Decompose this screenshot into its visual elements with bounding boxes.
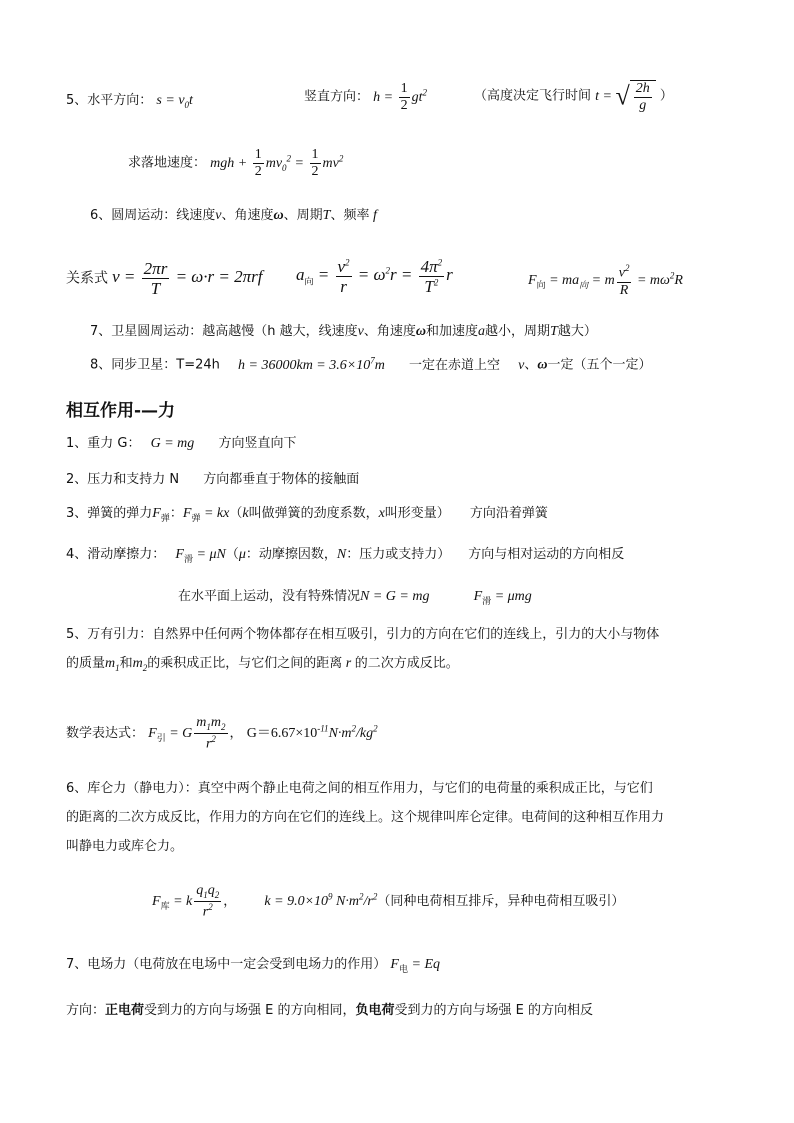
accel-subscript: 向 <box>304 276 314 287</box>
centripetal-accel: $a_向$ = $\frac{v^2}{r}$ = $\omega^2r$ = $\frac{4\pi^2}{T^2}$ r <box>296 257 453 296</box>
grav-a: 的质量 <box>66 656 106 671</box>
flight-time-post: ） <box>659 88 673 104</box>
force-4: 4、滑动摩擦力： $F_滑 = \mu N(\mu$：动摩擦因数，N：压力或支持力） 方向与相对运动的方向相反 <box>66 547 625 564</box>
coulomb-line2: 的距离的二次方成反比，作用力的方向在它们的连线上。这个规律叫库仑定律。电荷间的这种相互作用力 <box>66 810 665 825</box>
section-heading: 相互作用-—力 <box>66 401 176 421</box>
grav-d: 的二次方成反比。 <box>354 656 459 671</box>
line-8-d: 一定（五个一定） <box>547 357 652 373</box>
line-7-e: 越大） <box>557 324 597 339</box>
centripetal-force: $F_向 = ma_向 = m$ $\frac{v^2}{R}$ = $m\omega^2R$ <box>528 263 683 298</box>
coulomb-line3: 叫静电力或库仑力。 <box>66 839 184 854</box>
force-3-colon: ： <box>169 506 183 521</box>
line-6-label: 6、圆周运动：线速度 <box>90 208 216 223</box>
grav-subscript: 引 <box>156 732 166 743</box>
friction-subscript: 滑 <box>183 553 193 564</box>
vertical-formula-line <box>304 82 427 113</box>
direction-label: 方向： <box>66 1003 106 1018</box>
force-2-label: 2、压力和支持力 N <box>66 472 180 487</box>
force-4-d: ：压力或支持力） <box>346 547 451 562</box>
direction-e: 受到力的方向与场强 E 的方向相反 <box>394 1003 594 1018</box>
line-7: 7、卫星圆周运动：越高越慢（h 越大，线速度v、角速度ω和加速度a越小，周期T越大） <box>90 324 597 339</box>
force-4-label: 4、滑动摩擦力： <box>66 547 166 562</box>
line-7-c: 和加速度 <box>426 324 479 339</box>
line-7-a: 7、卫星圆周运动：越高越慢（h 越大，线速度 <box>90 324 358 339</box>
force-1-dir: 方向竖直向下 <box>218 436 297 451</box>
gravitation-line2: 的质量$m_1$和$m_2$的乘积成正比，与它们之间的距离 r 的二次方成反比。 <box>66 656 459 673</box>
force-3: 3、弹簧的弹力$F_弹$：$F_弹 = kx(k$叫做弹簧的劲度系数，x叫形变量） 方向沿着弹簧 <box>66 506 548 523</box>
electric-subscript: 电 <box>398 963 408 974</box>
force-1-label: 1、重力 G： <box>66 436 141 451</box>
force-2-dir: 方向都垂直于物体的接触面 <box>203 472 360 487</box>
horizontal-formula: $s = v_0t$ <box>156 93 193 110</box>
relation-label: 关系式 <box>66 270 108 287</box>
force-4-c: ：动摩擦因数， <box>245 547 337 562</box>
grav-constant: G＝6.67×10 <box>246 725 318 741</box>
relation-line <box>66 260 262 297</box>
force-1: 1、重力 G： G = mg 方向竖直向下 <box>66 436 297 451</box>
direction-line <box>66 1004 593 1017</box>
coulomb-formula: $F_库 = k$ $\frac{q_1q_2}{r^2}$ ， $k = 9.0\times 10^9$ $N\cdot m^2/r^2$（同种电荷相互排斥，异种电荷相互吸引） <box>152 883 625 920</box>
coulomb-line1: 6、库仑力（静电力）：真空中两个静止电荷之间的相互作用力，与它们的电荷量的乘积成正比，与它们 <box>66 781 653 796</box>
force-4b-text: 在水平面上运动，没有特殊情况 <box>178 589 361 604</box>
force-subscript: 向 <box>536 279 546 290</box>
spring-subscript: 弹 <box>160 512 170 523</box>
flight-time-line <box>474 80 673 113</box>
vertical-formula: h = $\frac{1}{2}$ $gt^2$ <box>373 81 427 113</box>
gravitation-formula: 数学表达式： $F_引 = G$ $\frac{m_1m_2}{r^2}$ ， $G=6.67\times 10^{-11}N\cdot m^2/kg^2$ <box>66 715 378 752</box>
line-6: 6、圆周运动：线速度v、角速度ω、周期T、频率 f <box>90 208 377 223</box>
coulomb-comma: ， <box>223 893 237 909</box>
line-8-a: 8、同步卫星：T=24h <box>90 357 220 373</box>
force-3-label: 3、弹簧的弹力 <box>66 506 153 521</box>
line-6-a: 、角速度 <box>221 208 274 223</box>
force-3-dir: 方向沿着弹簧 <box>469 506 548 521</box>
coulomb-note: （同种电荷相互排斥，异种电荷相互吸引） <box>377 893 625 909</box>
flight-time-pre: （高度决定飞行时间 <box>474 88 592 104</box>
force-2 <box>66 473 359 486</box>
landing-speed-line <box>128 148 343 179</box>
line-5 <box>66 94 193 110</box>
force-4-paren: （ <box>225 547 239 562</box>
flight-time-formula: t = √ $\frac{2h}{g}$ <box>595 89 656 104</box>
force-3-e: 叫形变量） <box>384 506 450 521</box>
line-8-b: 一定在赤道上空 <box>408 357 500 373</box>
coulomb-subscript: 库 <box>160 900 170 911</box>
direction-c: 受到力的方向与场强 E 的方向相同， <box>144 1003 356 1018</box>
gravitation-line1: 5、万有引力：自然界中任何两个物体都存在相互吸引，引力的方向在它们的连线上，引力的大小与物体 <box>66 627 660 642</box>
line-6-b: 、周期 <box>283 208 323 223</box>
vertical-label: 竖直方向： <box>304 89 370 105</box>
force-7-text: 7、电场力（电荷放在电场中一定会受到电场力的作用） <box>66 957 387 972</box>
landing-speed-label: 求落地速度： <box>128 155 207 171</box>
force-4-dir: 方向与相对运动的方向相反 <box>468 547 625 562</box>
gravitation-paragraph <box>66 620 726 683</box>
line-8-c: 、 <box>524 357 538 373</box>
grav-b: 和 <box>119 656 133 671</box>
line-7-d: 越小，周期 <box>485 324 551 339</box>
force-3-d: 叫做弹簧的劲度系数， <box>248 506 379 521</box>
line-8: 8、同步卫星：T=24h $h = 36000km = 3.6\times 10^7m$ 一定在赤道上空 v、ω一定（五个一定） <box>90 355 652 373</box>
math-expr-label: 数学表达式： <box>66 725 145 741</box>
grav-comma: ， <box>229 725 243 741</box>
line-6-c: 、频率 <box>330 208 370 223</box>
velocity-formula: v = $\frac{2\pi r}{T}$ = ω·r = 2πrf <box>112 259 263 298</box>
grav-exp: -11 <box>317 723 329 734</box>
grav-c: 的乘积成正比，与它们之间的距离 <box>147 656 343 671</box>
landing-speed-formula: mgh + $\frac{1}{2}$ $mv_0^2$ = $\frac{1}{2}$ $mv^2$ <box>210 147 344 179</box>
line-5-label: 5、水平方向： <box>66 93 153 108</box>
force-3-paren: （ <box>229 506 243 521</box>
force-7: 7、电场力（电荷放在电场中一定会受到电场力的作用） $F_电 = Eq$ <box>66 957 440 974</box>
force-4b: 在水平面上运动，没有特殊情况N = G = mg $F_滑 = \mu mg$ <box>178 589 532 606</box>
coulomb-paragraph <box>66 774 726 861</box>
line-7-b: 、角速度 <box>363 324 416 339</box>
positive-charge: 正电荷 <box>105 1003 145 1018</box>
negative-charge: 负电荷 <box>355 1003 395 1018</box>
